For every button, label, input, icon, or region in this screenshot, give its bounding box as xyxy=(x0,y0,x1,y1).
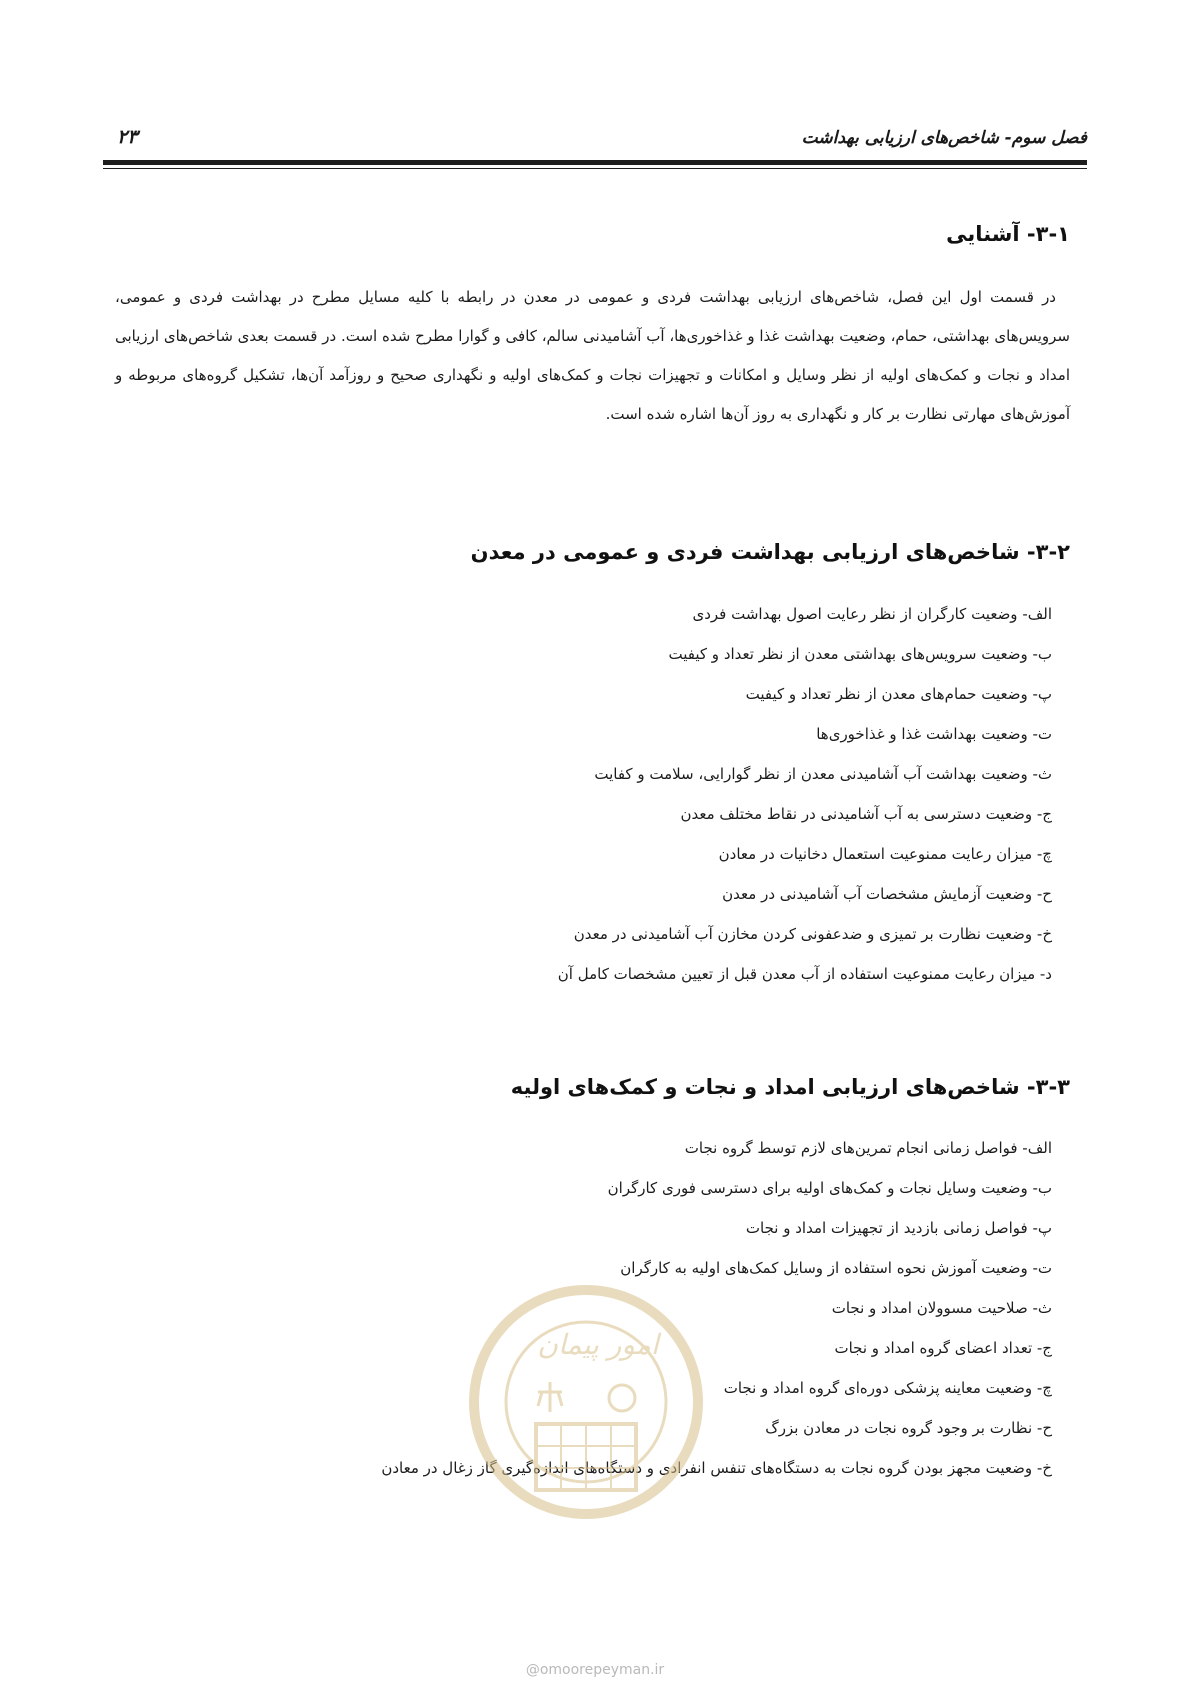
chapter-title: فصل سوم- شاخص‌های ارزیابی بهداشت xyxy=(801,128,1087,148)
header-rule-thick xyxy=(103,160,1087,165)
list-item: الف- وضعیت کارگران از نظر رعایت اصول بهداشت فردی xyxy=(692,605,1052,623)
list-item: ح- وضعیت آزمایش مشخصات آب آشامیدنی در معدن xyxy=(722,885,1052,903)
page-number: ۲۳ xyxy=(117,126,138,148)
list-item: خ- وضعیت مجهز بودن گروه نجات به دستگاه‌های تنفس انفرادی و دستگاه‌های اندازه‌گیری گاز زغال در معادن xyxy=(381,1459,1052,1477)
list-item: د- میزان رعایت ممنوعیت استفاده از آب معدن قبل از تعیین مشخصات کامل آن xyxy=(557,965,1052,983)
seal-arc-text: امور پیمان xyxy=(537,1328,659,1361)
list-item: چ- وضعیت معاینه پزشکی دوره‌ای گروه امداد و نجات xyxy=(723,1379,1052,1397)
gear-icon xyxy=(609,1385,635,1411)
list-item: ج- وضعیت دسترسی به آب آشامیدنی در نقاط مختلف معدن xyxy=(680,805,1052,823)
list-item: پ- فواصل زمانی بازدید از تجهیزات امداد و نجات xyxy=(745,1219,1052,1237)
list-item: الف- فواصل زمانی انجام تمرین‌های لازم توسط گروه نجات xyxy=(684,1139,1052,1157)
list-item: چ- میزان رعایت ممنوعیت استعمال دخانیات در معادن xyxy=(718,845,1052,863)
intro-paragraph: در قسمت اول این فصل، شاخص‌های ارزیابی بهداشت فردی و عمومی در معدن در رابطه با کلیه مسایل مطرح در بهداشت فردی و عمومی، سرویس‌های بهداشتی، حمام، وضعیت بهداشت غذا و غذاخوری‌ها، آب آشامیدنی سالم، کافی و گوارا مطرح شده است. در قسمت بعدی شاخص‌های ارزیابی امداد و نجات و کمک‌های اولیه از نظر وسایل و امکانات و تجهیزات نجات و کمک‌های اولیه و نگهداری صحیح و روزآمد آن‌ها، تشکیل گروه‌های مربوطه و آموزش‌های مهارتی نظارت بر کار و نگهداری به روز آن‌ها اشاره شده است. xyxy=(115,288,1070,423)
list-item: ث- وضعیت بهداشت آب آشامیدنی معدن از نظر گوارایی، سلامت و کفایت xyxy=(594,765,1052,783)
list-item: ج- تعداد اعضای گروه امداد و نجات xyxy=(834,1339,1052,1357)
header-rule-thin xyxy=(103,168,1087,169)
hygiene-indicator-list xyxy=(558,594,1052,994)
scales-icon xyxy=(538,1382,562,1412)
list-item: ب- وضعیت وسایل نجات و کمک‌های اولیه برای دسترسی فوری کارگران xyxy=(607,1179,1052,1197)
list-item: ح- نظارت بر وجود گروه نجات در معادن بزرگ xyxy=(765,1419,1052,1437)
list-item: ث- صلاحیت مسوولان امداد و نجات xyxy=(831,1299,1052,1317)
section-heading-hygiene: ۳-۲- شاخص‌های ارزیابی بهداشت فردی و عمومی در معدن xyxy=(470,540,1070,564)
list-item: خ- وضعیت نظارت بر تمیزی و ضدعفونی کردن مخازن آب آشامیدنی در معدن xyxy=(573,925,1052,943)
watermark-seal xyxy=(458,1262,713,1552)
list-item: ت- وضعیت آموزش نحوه استفاده از وسایل کمک‌های اولیه به کارگران xyxy=(620,1259,1052,1277)
running-header xyxy=(103,128,1087,154)
watermark-caption: @omoorepeyman.ir xyxy=(525,1662,665,1678)
list-item: پ- وضعیت حمام‌های معدن از نظر تعداد و کیفیت xyxy=(745,685,1052,703)
section-heading-intro: ۳-۱- آشنایی xyxy=(946,222,1070,246)
list-item: ت- وضعیت بهداشت غذا و غذاخوری‌ها xyxy=(816,725,1052,743)
list-item: ب- وضعیت سرویس‌های بهداشتی معدن از نظر تعداد و کیفیت xyxy=(668,645,1052,663)
section-heading-rescue: ۳-۳- شاخص‌های ارزیابی امداد و نجات و کمک‌های اولیه xyxy=(510,1075,1070,1099)
seal-building-grid xyxy=(536,1424,636,1490)
